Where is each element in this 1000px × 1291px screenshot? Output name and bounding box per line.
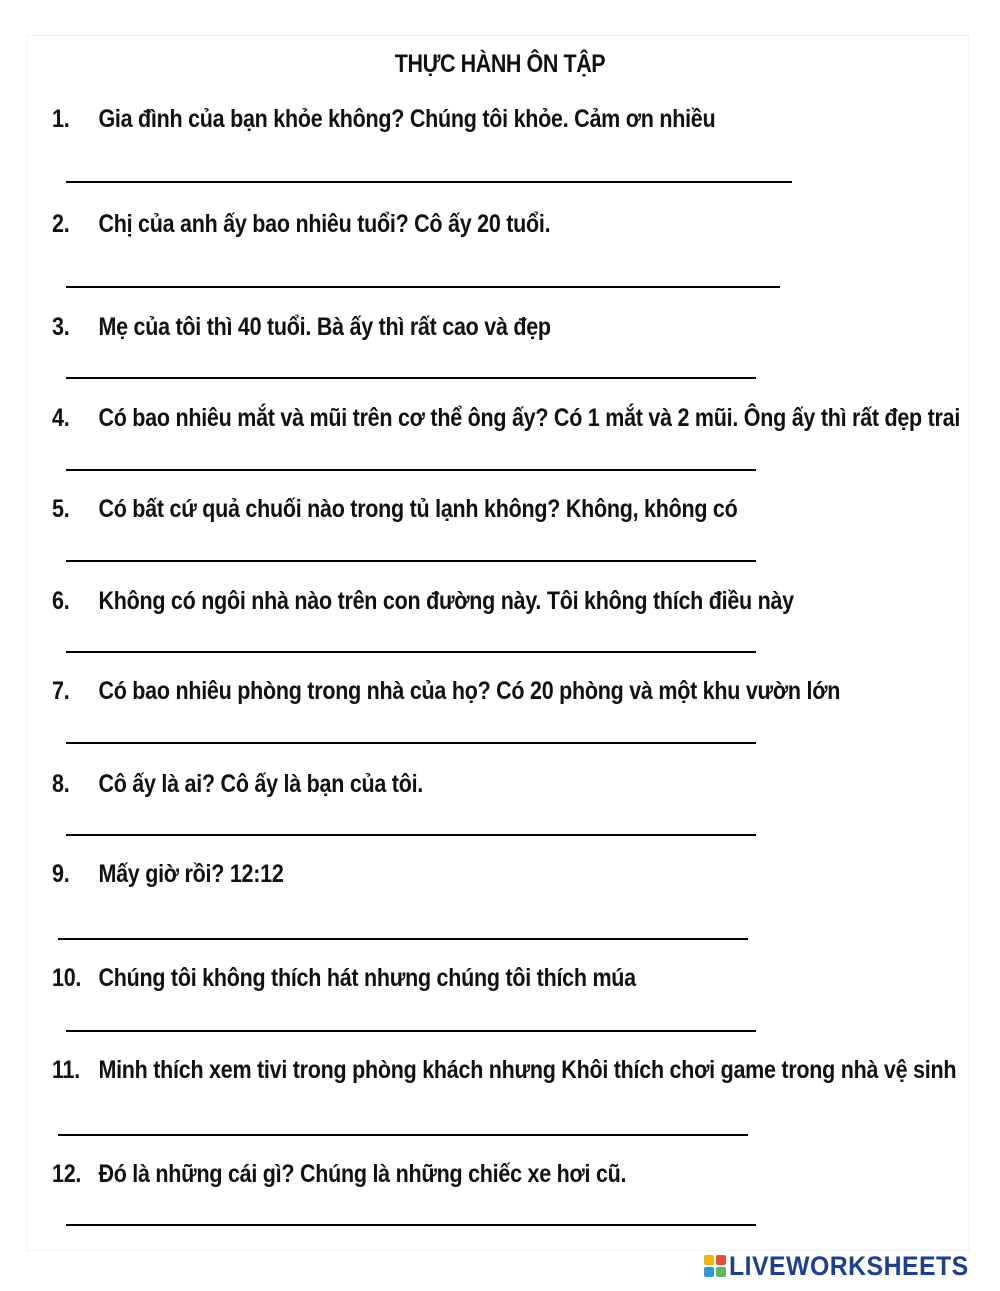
- question-text: Không có ngôi nhà nào trên con đường này. Tôi không thích điều này: [98, 587, 794, 615]
- question-text: Đó là những cái gì? Chúng là những chiếc xe hơi cũ.: [98, 1160, 627, 1188]
- question-text: Mẹ của tôi thì 40 tuổi. Bà ấy thì rất cao và đẹp: [98, 313, 551, 341]
- answer-line-3[interactable]: [66, 377, 756, 379]
- question-number: 5.: [52, 495, 70, 523]
- question-number: 1.: [52, 105, 70, 133]
- answer-line-4[interactable]: [66, 469, 756, 471]
- question-text: Chị của anh ấy bao nhiêu tuổi? Cô ấy 20 tuổi.: [98, 210, 551, 238]
- answer-line-7[interactable]: [66, 742, 756, 744]
- answer-line-11[interactable]: [58, 1134, 748, 1136]
- question-8: [52, 770, 423, 799]
- question-12: [52, 1160, 626, 1189]
- question-6: [52, 587, 794, 616]
- answer-line-1[interactable]: [66, 181, 792, 183]
- answer-line-5[interactable]: [66, 560, 756, 562]
- question-1: [52, 105, 715, 134]
- liveworksheets-logo-icon: [704, 1255, 726, 1277]
- brand-text: LIVEWORKSHEETS: [729, 1250, 970, 1281]
- answer-line-8[interactable]: [66, 834, 756, 836]
- question-5: [52, 495, 738, 524]
- question-11: [52, 1056, 956, 1085]
- question-number: 4.: [52, 404, 70, 432]
- question-number: 6.: [52, 587, 70, 615]
- question-7: [52, 677, 840, 706]
- question-text: Có bao nhiêu mắt và mũi trên cơ thể ông ấy? Có 1 mắt và 2 mũi. Ông ấy thì rất đẹp trai: [98, 404, 961, 432]
- question-9: [52, 860, 284, 889]
- answer-line-9[interactable]: [58, 938, 748, 940]
- answer-line-2[interactable]: [66, 286, 780, 288]
- question-text: Mấy giờ rồi? 12:12: [98, 860, 284, 888]
- question-number: 3.: [52, 313, 70, 341]
- answer-line-12[interactable]: [66, 1224, 756, 1226]
- question-number: 12.: [52, 1160, 82, 1188]
- question-4: [52, 404, 960, 433]
- question-number: 2.: [52, 210, 70, 238]
- question-text: Có bao nhiêu phòng trong nhà của họ? Có 20 phòng và một khu vườn lớn: [98, 677, 841, 705]
- question-text: Chúng tôi không thích hát nhưng chúng tôi thích múa: [98, 964, 636, 992]
- question-number: 10.: [52, 964, 82, 992]
- question-2: [52, 210, 550, 239]
- question-text: Cô ấy là ai? Cô ấy là bạn của tôi.: [98, 770, 424, 798]
- answer-line-6[interactable]: [66, 651, 756, 653]
- answer-line-10[interactable]: [66, 1030, 756, 1032]
- question-number: 7.: [52, 677, 70, 705]
- question-text: Minh thích xem tivi trong phòng khách nhưng Khôi thích chơi game trong nhà vệ sinh: [98, 1056, 957, 1084]
- worksheet-title: THỰC HÀNH ÔN TẬP: [394, 50, 606, 78]
- question-text: Gia đình của bạn khỏe không? Chúng tôi khỏe. Cảm ơn nhiều: [98, 105, 716, 133]
- question-text: Có bất cứ quả chuối nào trong tủ lạnh không? Không, không có: [98, 495, 738, 523]
- question-number: 9.: [52, 860, 70, 888]
- liveworksheets-brand[interactable]: [704, 1251, 990, 1281]
- question-number: 11.: [52, 1056, 80, 1084]
- question-10: [52, 964, 636, 993]
- question-number: 8.: [52, 770, 70, 798]
- question-3: [52, 313, 551, 342]
